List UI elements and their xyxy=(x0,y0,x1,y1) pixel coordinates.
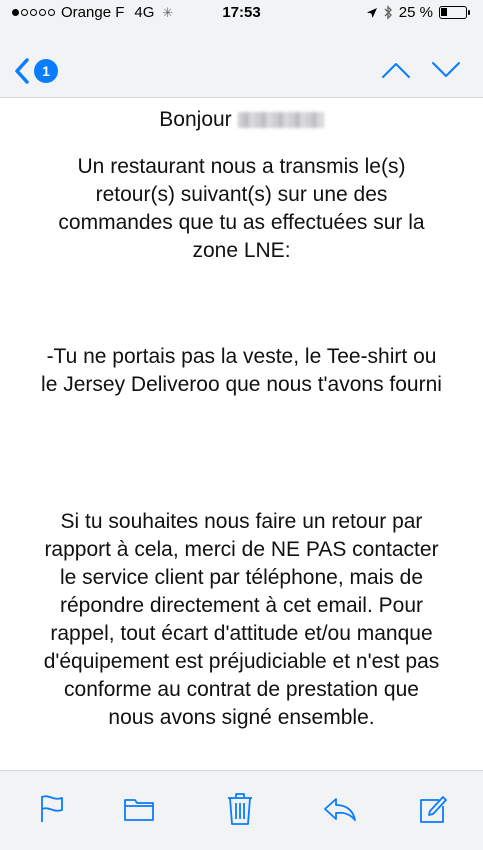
email-paragraph: -Tu ne portais pas la veste, le Tee-shirt ou le Jersey Deliveroo que nous t'avons fourni xyxy=(41,345,442,396)
unread-count-badge: 1 xyxy=(34,59,58,83)
email-paragraph: Si tu souhaites nous faire un retour par rapport à cela, merci de NE PAS contacter le service client par téléphone, mais de répondre directement à cet email. Pour rappel, tout écart d'attitude et/ou manque d'équipement est préjudiciable et n'est pas conforme au contrat de prestation que nous avons signé ensemble. xyxy=(43,510,440,729)
previous-message-icon xyxy=(381,61,411,79)
activity-spinner-icon: ✳ xyxy=(162,4,174,20)
location-arrow-icon xyxy=(366,7,378,19)
compose-icon xyxy=(417,794,447,824)
next-message-icon xyxy=(431,61,461,79)
battery-percent: 25 % xyxy=(398,4,433,21)
navigation-bar xyxy=(0,26,483,98)
status-bar xyxy=(0,0,483,26)
reply-button[interactable] xyxy=(322,791,358,827)
next-message-button[interactable] xyxy=(431,61,461,84)
compose-button[interactable] xyxy=(414,791,450,827)
previous-message-button[interactable] xyxy=(381,61,411,84)
move-to-folder-button[interactable] xyxy=(121,791,157,827)
back-button[interactable] xyxy=(14,58,58,84)
carrier-name: Orange F xyxy=(61,4,125,21)
bluetooth-icon xyxy=(384,5,393,20)
battery-icon xyxy=(439,6,467,19)
folder-icon xyxy=(123,796,155,822)
flag-icon xyxy=(39,794,65,824)
trash-icon xyxy=(226,792,254,826)
bottom-toolbar xyxy=(0,770,483,850)
network-type: 4G xyxy=(134,4,155,21)
status-right xyxy=(366,4,467,21)
back-chevron-icon xyxy=(14,58,30,84)
greeting-text: Bonjour xyxy=(159,108,232,131)
status-time: 17:53 xyxy=(222,4,261,21)
reply-icon xyxy=(323,796,357,822)
email-paragraph: Un restaurant nous a transmis le(s) retour(s) suivant(s) sur une des commandes que tu as effectuées sur la zone LNE: xyxy=(58,155,425,262)
flag-button[interactable] xyxy=(34,791,70,827)
delete-button[interactable] xyxy=(222,791,258,827)
redacted-name xyxy=(238,112,324,128)
email-body xyxy=(0,98,483,770)
email-greeting xyxy=(0,106,483,134)
